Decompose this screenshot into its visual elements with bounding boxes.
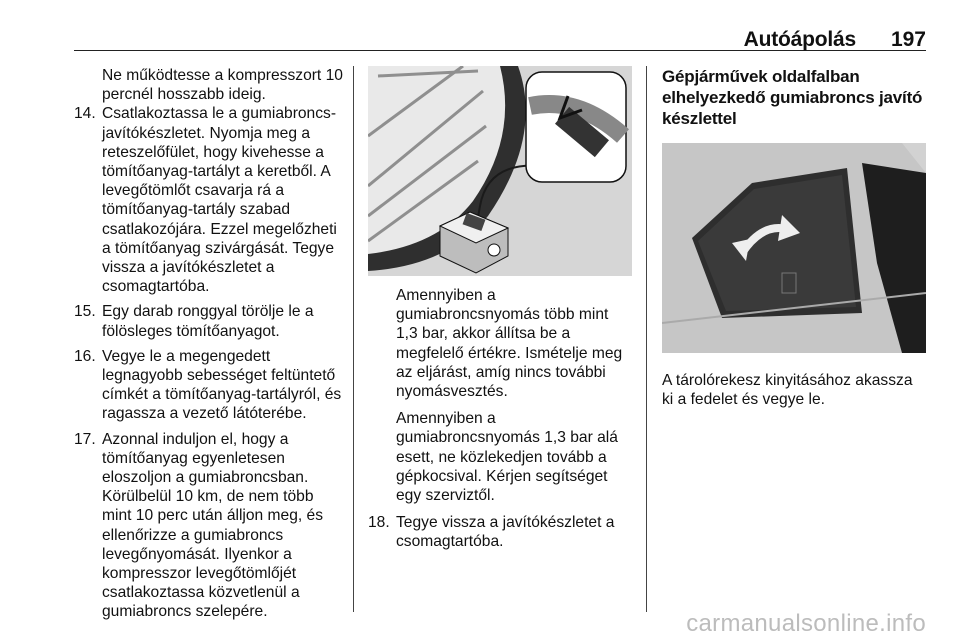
- continuation-text: Ne működtesse a kompresszort 10 percnél hosszabb ideig.: [102, 67, 343, 104]
- note-block: [368, 286, 634, 505]
- note-paragraph: Amennyiben a gumiabroncsnyomás 1,3 bar alá esett, ne közlekedjen tovább a gépkocsival. Kérjen segítséget egy szerviztől.: [396, 410, 618, 505]
- step-item: [74, 430, 344, 622]
- column-right: [662, 66, 928, 409]
- trunk-compartment-illustration: [662, 143, 926, 353]
- step-text: Azonnal induljon el, hogy a tömítőanyag egyenletesen eloszoljon a gumiabroncsban. Körülbelül 10 km, de nem több mint 10 perc után álljon meg, és ellenőrizze a gumiabroncs levegőnyomását. Ilyenkor a kompresszor levegőtömlőjét csatlakoztassa közvetlenül a gumiabroncs szelepére.: [102, 430, 324, 621]
- note-paragraph: Amennyiben a gumiabroncsnyomás több mint 1,3 bar, akkor állítsa be a megfelelő értékre. Ismételje meg az eljárást, amíg nincs további nyomásvesztés.: [396, 287, 623, 401]
- page-header: [74, 28, 926, 51]
- page-number: 197: [890, 28, 926, 51]
- column-middle: [368, 66, 634, 558]
- step-text: Tegye vissza a javítókészletet a csomagtartóba.: [396, 514, 615, 551]
- section-title: Autóápolás: [743, 28, 856, 51]
- step-text: Csatlakoztassa le a gumiabroncs-javítókészletet. Nyomja meg a reteszelőfület, hogy kivehesse a tömítőanyag-tartályt a keretből. A levegőtömlőt csavarja rá a tömítőanyag-tartály szabad csatlakozójára. Ezzel megelőzheti a tömítőanyag szivárgását. Tegye vissza a javítókészletet a csomagtartóba.: [102, 105, 337, 296]
- step-text: Vegye le a megengedett legnagyobb sebességet feltüntető címkét a tömítőanyag-tartályról, és ragassza a vezető látóterébe.: [102, 347, 342, 423]
- step-number: 16.: [74, 347, 96, 365]
- column-divider: [646, 66, 647, 612]
- step-number: 14.: [74, 105, 96, 123]
- step-text: Egy darab ronggyal törölje le a fölösleges tömítőanyagot.: [102, 303, 314, 340]
- step-number: 15.: [74, 303, 96, 321]
- watermark: carmanualsonline.info: [686, 610, 926, 637]
- compressor-illustration: [368, 66, 632, 276]
- step-item: [74, 347, 344, 424]
- step-item: [74, 302, 344, 340]
- step-number: 17.: [74, 430, 96, 448]
- column-divider: [353, 66, 354, 612]
- step-number: 18.: [368, 514, 390, 532]
- column-left: [74, 66, 344, 628]
- section-heading: Gépjárművek oldalfalban elhelyezkedő gumiabroncs javító készlettel: [662, 67, 923, 128]
- step-item: [368, 513, 634, 551]
- step-item: [74, 104, 344, 296]
- caption-text: A tárolórekesz kinyitásához akassza ki a fedelet és vegye le.: [662, 372, 913, 409]
